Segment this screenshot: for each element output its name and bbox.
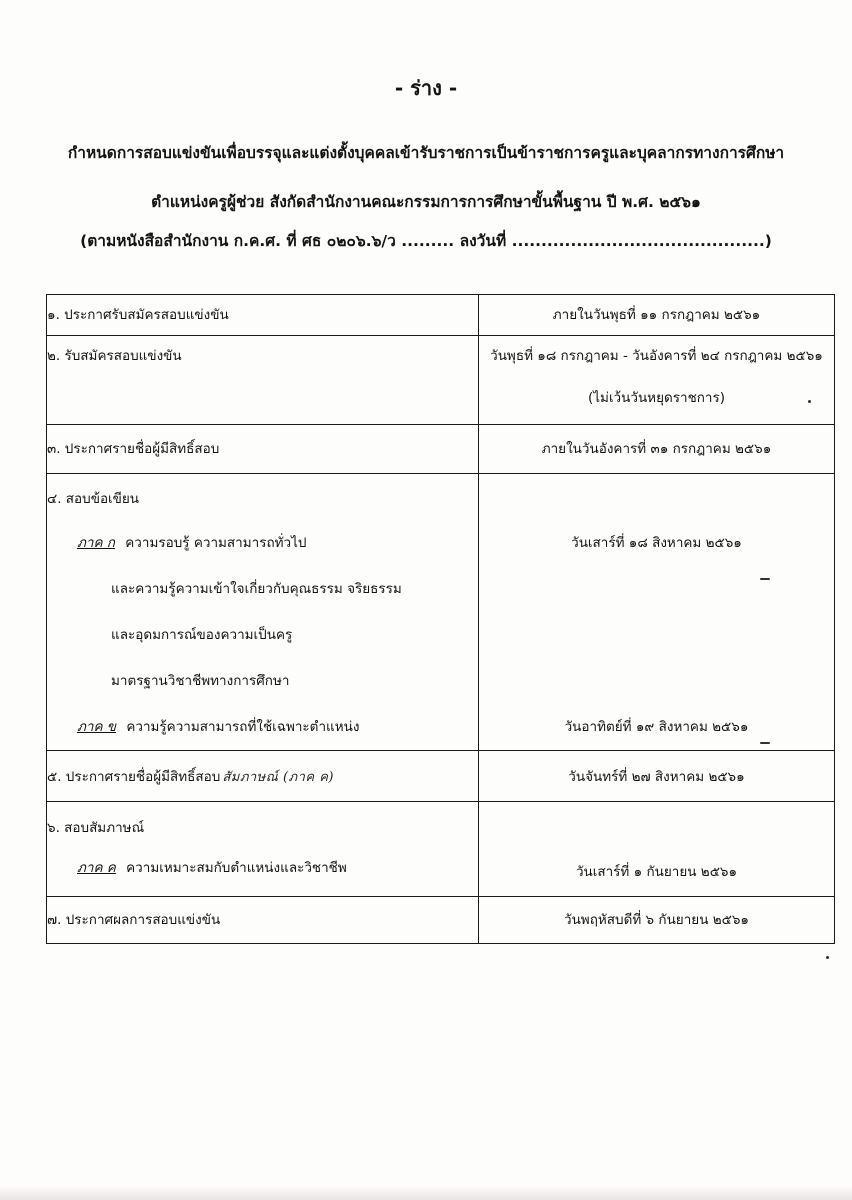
schedule-item-cell bbox=[47, 336, 479, 425]
spacer bbox=[479, 612, 834, 658]
part-b-date: วันอาทิตย์ที่ ๑๙ สิงหาคม ๒๕๖๑ bbox=[564, 719, 749, 735]
table-row bbox=[47, 474, 835, 751]
schedule-item: ๑. ประกาศรับสมัครสอบแข่งขัน bbox=[47, 307, 229, 323]
schedule-date: วันพฤหัสบดีที่ ๖ กันยายน ๒๕๖๑ bbox=[564, 912, 749, 928]
document-title: กำหนดการสอบแข่งขันเพื่อบรรจุและแต่งตั้งบุคคลเข้ารับราชการเป็นข้าราชการครูและบุคลากรทางการศึกษา bbox=[67, 144, 785, 162]
schedule-item-cell bbox=[47, 425, 479, 474]
schedule-item-cell bbox=[47, 474, 479, 751]
schedule-item-cell bbox=[47, 751, 479, 802]
schedule-date: ภายในวันพุธที่ ๑๑ กรกฎาคม ๒๕๖๑ bbox=[552, 307, 761, 323]
schedule-item-cell bbox=[47, 295, 479, 336]
schedule-date-cell bbox=[479, 751, 835, 802]
document-subtitle: ตำแหน่งครูผู้ช่วย สังกัดสำนักงานคณะกรรมการการศึกษาขั้นพื้นฐาน ปี พ.ศ. ๒๕๖๑ bbox=[151, 193, 701, 211]
spacer bbox=[479, 474, 834, 520]
part-c-date: วันเสาร์ที่ ๑ กันยายน ๒๕๖๑ bbox=[575, 864, 738, 880]
part-b-text: ความรู้ความสามารถที่ใช้เฉพาะตำแหน่ง bbox=[126, 719, 360, 735]
schedule-table bbox=[46, 294, 835, 944]
schedule-item-cell bbox=[47, 802, 479, 897]
schedule-item: ๖. สอบสัมภาษณ์ bbox=[47, 820, 145, 836]
schedule-date-cell bbox=[479, 295, 835, 336]
part-c-text: ความเหมาะสมกับตำแหน่งและวิชาชีพ bbox=[126, 860, 347, 876]
part-a-line2: และความรู้ความเข้าใจเกี่ยวกับคุณธรรม จริยธรรม bbox=[111, 581, 402, 597]
spacer bbox=[479, 566, 834, 612]
schedule-date-cell bbox=[479, 425, 835, 474]
schedule-item: ๒. รับสมัครสอบแข่งขัน bbox=[47, 348, 182, 364]
part-a-line bbox=[47, 520, 478, 566]
table-row bbox=[47, 802, 835, 897]
schedule-item: ๕. ประกาศรายชื่อผู้มีสิทธิ์สอบ bbox=[47, 769, 221, 785]
part-a-line4: มาตรฐานวิชาชีพทางการศึกษา bbox=[111, 673, 290, 689]
stray-dot bbox=[826, 956, 829, 959]
spacer bbox=[479, 802, 834, 848]
stray-dot bbox=[808, 400, 811, 403]
handwritten-annotation: สัมภาษณ์ (ภาค ค) bbox=[222, 770, 334, 785]
schedule-note: (ไม่เว้นวันหยุดราชการ) bbox=[587, 390, 726, 406]
schedule-item: ๗. ประกาศผลการสอบแข่งขัน bbox=[47, 912, 221, 928]
pen-mark bbox=[760, 742, 770, 744]
part-a-label: ภาค ก bbox=[77, 535, 115, 551]
part-a-text: ความรอบรู้ ความสามารถทั่วไป bbox=[125, 535, 307, 551]
schedule-item-with-annotation bbox=[47, 751, 478, 801]
table-row bbox=[47, 897, 835, 944]
part-a-date: วันเสาร์ที่ ๑๘ สิงหาคม ๒๕๖๑ bbox=[571, 535, 742, 551]
draft-label: - ร่าง - bbox=[394, 76, 458, 100]
part-a-line3: และอุดมการณ์ของความเป็นครู bbox=[111, 627, 293, 643]
table-row bbox=[47, 425, 835, 474]
part-c-line bbox=[47, 848, 478, 896]
schedule-date: ภายในวันอังคารที่ ๓๑ กรกฎาคม ๒๕๖๑ bbox=[541, 441, 772, 457]
schedule-item: ๓. ประกาศรายชื่อผู้มีสิทธิ์สอบ bbox=[47, 441, 220, 457]
spacer bbox=[479, 658, 834, 704]
part-c-label: ภาค ค bbox=[77, 860, 116, 876]
schedule-date: วันจันทร์ที่ ๒๗ สิงหาคม ๒๕๖๑ bbox=[568, 769, 745, 785]
part-b-line bbox=[47, 704, 478, 750]
pen-mark bbox=[760, 578, 770, 580]
schedule-date-cell bbox=[479, 474, 835, 751]
schedule-item-cell bbox=[47, 897, 479, 944]
schedule-date-cell bbox=[479, 897, 835, 944]
schedule-date-cell bbox=[479, 802, 835, 897]
schedule-date-cell bbox=[479, 336, 835, 425]
table-row bbox=[47, 295, 835, 336]
part-b-label: ภาค ข bbox=[77, 719, 117, 735]
scan-edge bbox=[0, 1186, 852, 1200]
schedule-date: วันพุธที่ ๑๘ กรกฎาคม - วันอังคารที่ ๒๔ กรกฎาคม ๒๕๖๑ bbox=[490, 348, 823, 364]
table-row bbox=[47, 751, 835, 802]
schedule-item: ๔. สอบข้อเขียน bbox=[47, 491, 140, 507]
document-reference: (ตามหนังสือสำนักงาน ก.ค.ศ. ที่ ศธ ๐๒๐๖.๖/ว ......... ลงวันที่ ...........................................) bbox=[80, 232, 772, 250]
table-row bbox=[47, 336, 835, 425]
